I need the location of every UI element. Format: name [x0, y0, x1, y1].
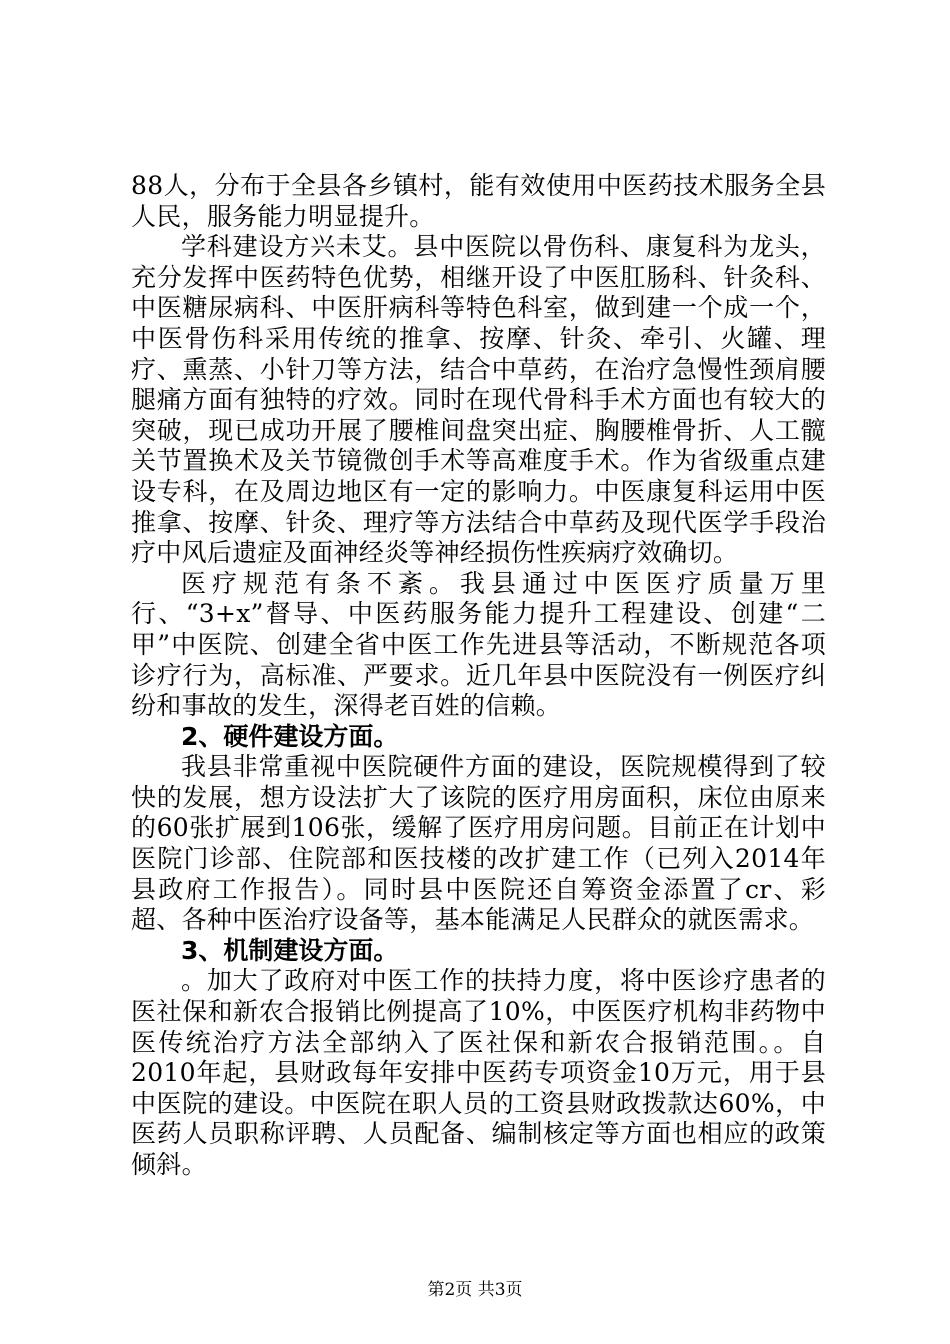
paragraph-discipline-construction: 学科建设方兴未艾。县中医院以骨伤科、康复科为龙头，充分发挥中医药特色优势，相继开设了中医肛肠科、针灸科、中医糖尿病科、中医肝病科等特色科室，做到建一个成一个，中医骨伤科采用传统的推拿、按摩、针灸、牵引、火罐、理疗、熏蒸、小针刀等方法，结合中草药，在治疗急慢性颈肩腰腿痛方面有独特的疗效。同时在现代骨科手术方面也有较大的突破，现已成功开展了腰椎间盘突出症、胸腰椎骨折、人工髋关节置换术及关节镜微创手术等高难度手术。作为省级重点建设专科，在及周边地区有一定的影响力。中医康复科运用中医推拿、按摩、针灸、理疗等方法结合中草药及现代医学手段治疗中风后遗症及面神经炎等神经损伤性疾病疗效确切。 [131, 232, 826, 568]
paragraph-mechanism: 。加大了政府对中医工作的扶持力度，将中医诊疗患者的医社保和新农合报销比例提高了10%，中医医疗机构非药物中医传统治疗方法全部纳入了医社保和新农合报销范围。。自2010年起，县财政每年安排中医药专项资金10万元，用于县中医院的建设。中医院在职人员的工资县财政拨款达60%，中医药人员职称评聘、人员配备、编制核定等方面也相应的政策倾斜。 [131, 966, 826, 1179]
page-number-footer: 第2页 共3页 [427, 1280, 523, 1300]
section-heading-mechanism: 3、机制建设方面。 [181, 935, 399, 965]
paragraph-medical-standards: 医疗规范有条不紊。我县通过中医医疗质量万里行、“3+x”督导、中医药服务能力提升工程建设、创建“二甲”中医院、创建全省中医工作先进县等活动，不断规范各项诊疗行为，高标准、严要求。近几年县中医院没有一例医疗纠纷和事故的发生，深得老百姓的信赖。 [131, 568, 826, 721]
paragraph-hardware: 我县非常重视中医院硬件方面的建设，医院规模得到了较快的发展，想方设法扩大了该院的医疗用房面积，床位由原来的60张扩展到106张，缓解了医疗用房问题。目前正在计划中医院门诊部、住院部和医技楼的改扩建工作（已列入2014年县政府工作报告）。同时县中医院还自筹资金添置了cr、彩超、各种中医治疗设备等，基本能满足人民群众的就医需求。 [131, 752, 826, 935]
document-body [131, 171, 826, 1181]
paragraph-staff-summary: 88人，分布于全县各乡镇村，能有效使用中医药技术服务全县人民，服务能力明显提升。 [131, 171, 826, 231]
section-heading-hardware: 2、硬件建设方面。 [181, 721, 399, 751]
